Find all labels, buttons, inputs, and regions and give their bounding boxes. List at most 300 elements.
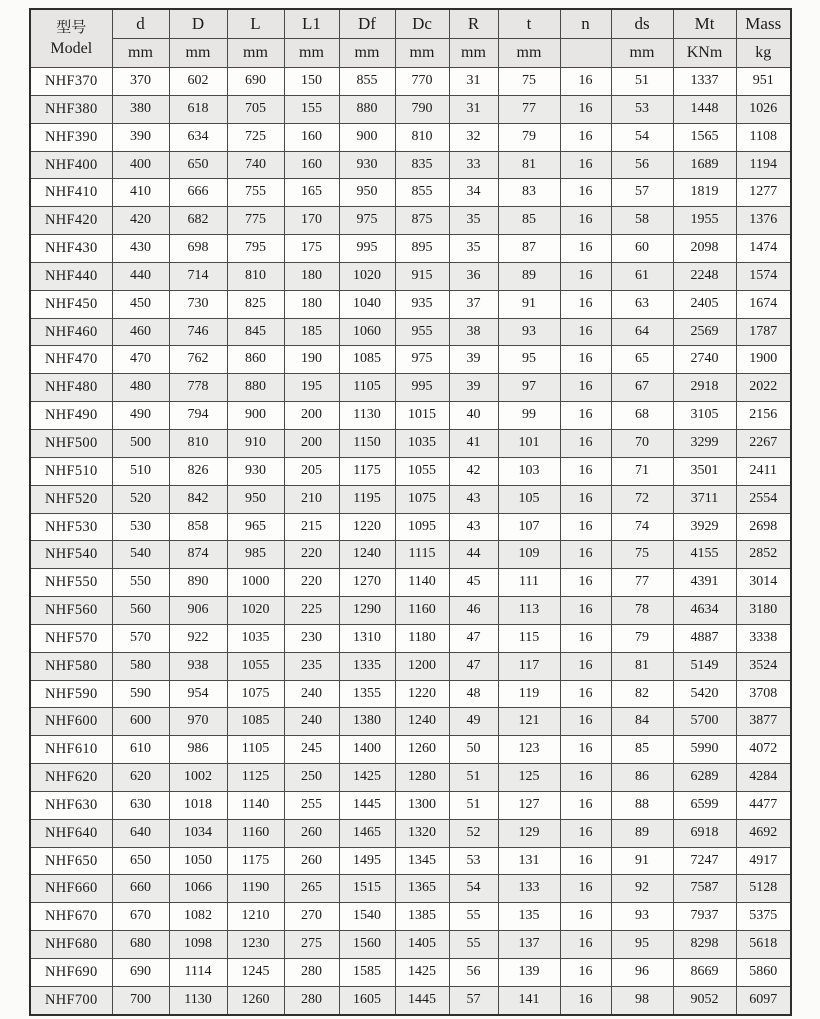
table-row [30, 819, 791, 847]
value-cell: 16 [560, 235, 611, 263]
column-header-r: R [449, 9, 498, 39]
model-cell: NHF380 [30, 95, 112, 123]
value-cell: 1066 [169, 875, 227, 903]
value-cell: 670 [112, 903, 169, 931]
value-cell: 5700 [673, 708, 736, 736]
value-cell: 31 [449, 68, 498, 96]
value-cell: 520 [112, 485, 169, 513]
value-cell: 46 [449, 597, 498, 625]
value-cell: 380 [112, 95, 169, 123]
value-cell: 746 [169, 318, 227, 346]
value-cell: 906 [169, 597, 227, 625]
value-cell: 95 [498, 346, 560, 374]
value-cell: 105 [498, 485, 560, 513]
value-cell: 1445 [395, 986, 449, 1014]
value-cell: 650 [169, 151, 227, 179]
value-cell: 3929 [673, 513, 736, 541]
value-cell: 600 [112, 708, 169, 736]
value-cell: 51 [611, 68, 673, 96]
value-cell: 6918 [673, 819, 736, 847]
value-cell: 1035 [395, 429, 449, 457]
value-cell: 1290 [339, 597, 395, 625]
value-cell: 77 [611, 569, 673, 597]
value-cell: 1245 [227, 959, 284, 987]
value-cell: 5420 [673, 680, 736, 708]
value-cell: 131 [498, 847, 560, 875]
model-cell: NHF530 [30, 513, 112, 541]
value-cell: 1376 [736, 207, 791, 235]
value-cell: 1240 [395, 708, 449, 736]
value-cell: 113 [498, 597, 560, 625]
value-cell: 1082 [169, 903, 227, 931]
value-cell: 117 [498, 652, 560, 680]
value-cell: 1465 [339, 819, 395, 847]
value-cell: 3105 [673, 402, 736, 430]
table-row [30, 541, 791, 569]
value-cell: 634 [169, 123, 227, 151]
value-cell: 16 [560, 764, 611, 792]
value-cell: 95 [611, 931, 673, 959]
value-cell: 43 [449, 513, 498, 541]
value-cell: 935 [395, 290, 449, 318]
value-cell: 16 [560, 429, 611, 457]
value-cell: 2248 [673, 262, 736, 290]
value-cell: 133 [498, 875, 560, 903]
value-cell: 93 [498, 318, 560, 346]
value-cell: 1085 [339, 346, 395, 374]
value-cell: 35 [449, 235, 498, 263]
table-row [30, 346, 791, 374]
value-cell: 38 [449, 318, 498, 346]
value-cell: 1098 [169, 931, 227, 959]
value-cell: 16 [560, 68, 611, 96]
value-cell: 200 [284, 429, 339, 457]
value-cell: 2569 [673, 318, 736, 346]
value-cell: 1674 [736, 290, 791, 318]
value-cell: 4284 [736, 764, 791, 792]
value-cell: 16 [560, 847, 611, 875]
value-cell: 84 [611, 708, 673, 736]
value-cell: 49 [449, 708, 498, 736]
value-cell: 77 [498, 95, 560, 123]
model-cell: NHF520 [30, 485, 112, 513]
table-row [30, 318, 791, 346]
value-cell: 175 [284, 235, 339, 263]
value-cell: 78 [611, 597, 673, 625]
value-cell: 986 [169, 736, 227, 764]
column-unit-l1: mm [284, 39, 339, 68]
table-row [30, 95, 791, 123]
value-cell: 1260 [227, 986, 284, 1014]
value-cell: 99 [498, 402, 560, 430]
value-cell: 16 [560, 207, 611, 235]
model-cell: NHF430 [30, 235, 112, 263]
value-cell: 1095 [395, 513, 449, 541]
value-cell: 81 [611, 652, 673, 680]
model-cell: NHF460 [30, 318, 112, 346]
value-cell: 1335 [339, 652, 395, 680]
value-cell: 1114 [169, 959, 227, 987]
value-cell: 7937 [673, 903, 736, 931]
value-cell: 280 [284, 959, 339, 987]
value-cell: 240 [284, 708, 339, 736]
column-unit-mt: KNm [673, 39, 736, 68]
value-cell: 88 [611, 791, 673, 819]
value-cell: 3877 [736, 708, 791, 736]
value-cell: 150 [284, 68, 339, 96]
column-header-d: D [169, 9, 227, 39]
column-header-mass: Mass [736, 9, 791, 39]
value-cell: 7247 [673, 847, 736, 875]
value-cell: 955 [395, 318, 449, 346]
value-cell: 1574 [736, 262, 791, 290]
value-cell: 855 [395, 179, 449, 207]
model-cell: NHF650 [30, 847, 112, 875]
value-cell: 410 [112, 179, 169, 207]
value-cell: 790 [395, 95, 449, 123]
value-cell: 950 [227, 485, 284, 513]
column-unit-df: mm [339, 39, 395, 68]
value-cell: 8298 [673, 931, 736, 959]
value-cell: 845 [227, 318, 284, 346]
value-cell: 860 [227, 346, 284, 374]
column-unit-t: mm [498, 39, 560, 68]
value-cell: 1540 [339, 903, 395, 931]
header-unit-row [30, 39, 791, 68]
value-cell: 16 [560, 569, 611, 597]
value-cell: 1020 [227, 597, 284, 625]
column-header-d: d [112, 9, 169, 39]
value-cell: 1240 [339, 541, 395, 569]
value-cell: 1230 [227, 931, 284, 959]
value-cell: 1125 [227, 764, 284, 792]
value-cell: 775 [227, 207, 284, 235]
value-cell: 32 [449, 123, 498, 151]
value-cell: 1365 [395, 875, 449, 903]
value-cell: 16 [560, 513, 611, 541]
value-cell: 1060 [339, 318, 395, 346]
value-cell: 16 [560, 179, 611, 207]
column-header-model [30, 9, 112, 68]
value-cell: 141 [498, 986, 560, 1014]
value-cell: 16 [560, 290, 611, 318]
table-row [30, 485, 791, 513]
value-cell: 75 [611, 541, 673, 569]
value-cell: 1280 [395, 764, 449, 792]
value-cell: 1020 [339, 262, 395, 290]
value-cell: 762 [169, 346, 227, 374]
value-cell: 16 [560, 541, 611, 569]
value-cell: 16 [560, 597, 611, 625]
table-row [30, 262, 791, 290]
value-cell: 71 [611, 457, 673, 485]
model-cell: NHF500 [30, 429, 112, 457]
value-cell: 119 [498, 680, 560, 708]
value-cell: 139 [498, 959, 560, 987]
table-row [30, 903, 791, 931]
value-cell: 3524 [736, 652, 791, 680]
model-cell: NHF410 [30, 179, 112, 207]
value-cell: 770 [395, 68, 449, 96]
value-cell: 70 [611, 429, 673, 457]
table-row [30, 764, 791, 792]
value-cell: 880 [339, 95, 395, 123]
value-cell: 55 [449, 903, 498, 931]
value-cell: 185 [284, 318, 339, 346]
value-cell: 93 [611, 903, 673, 931]
value-cell: 510 [112, 457, 169, 485]
table-row [30, 207, 791, 235]
value-cell: 16 [560, 151, 611, 179]
value-cell: 180 [284, 290, 339, 318]
value-cell: 235 [284, 652, 339, 680]
value-cell: 240 [284, 680, 339, 708]
value-cell: 16 [560, 736, 611, 764]
value-cell: 85 [498, 207, 560, 235]
table-row [30, 151, 791, 179]
column-unit-d: mm [169, 39, 227, 68]
value-cell: 660 [112, 875, 169, 903]
value-cell: 16 [560, 931, 611, 959]
value-cell: 950 [339, 179, 395, 207]
value-cell: 698 [169, 235, 227, 263]
value-cell: 115 [498, 624, 560, 652]
table-row [30, 597, 791, 625]
value-cell: 690 [227, 68, 284, 96]
value-cell: 1085 [227, 708, 284, 736]
value-cell: 1270 [339, 569, 395, 597]
value-cell: 825 [227, 290, 284, 318]
value-cell: 215 [284, 513, 339, 541]
value-cell: 195 [284, 374, 339, 402]
value-cell: 610 [112, 736, 169, 764]
value-cell: 1474 [736, 235, 791, 263]
value-cell: 1320 [395, 819, 449, 847]
value-cell: 1195 [339, 485, 395, 513]
value-cell: 275 [284, 931, 339, 959]
value-cell: 5990 [673, 736, 736, 764]
value-cell: 1075 [395, 485, 449, 513]
value-cell: 1787 [736, 318, 791, 346]
value-cell: 190 [284, 346, 339, 374]
column-unit-mass: kg [736, 39, 791, 68]
value-cell: 1026 [736, 95, 791, 123]
model-cell: NHF700 [30, 986, 112, 1014]
column-unit-d: mm [112, 39, 169, 68]
value-cell: 85 [611, 736, 673, 764]
value-cell: 9052 [673, 986, 736, 1014]
value-cell: 4692 [736, 819, 791, 847]
value-cell: 930 [227, 457, 284, 485]
value-cell: 3501 [673, 457, 736, 485]
table-row [30, 791, 791, 819]
value-cell: 560 [112, 597, 169, 625]
value-cell: 915 [395, 262, 449, 290]
value-cell: 400 [112, 151, 169, 179]
value-cell: 16 [560, 903, 611, 931]
value-cell: 954 [169, 680, 227, 708]
table-row [30, 123, 791, 151]
value-cell: 230 [284, 624, 339, 652]
table-row [30, 624, 791, 652]
value-cell: 970 [169, 708, 227, 736]
value-cell: 430 [112, 235, 169, 263]
model-cell: NHF640 [30, 819, 112, 847]
column-header-mt: Mt [673, 9, 736, 39]
value-cell: 995 [395, 374, 449, 402]
value-cell: 500 [112, 429, 169, 457]
value-cell: 16 [560, 95, 611, 123]
model-header-en: Model [50, 39, 93, 57]
value-cell: 2918 [673, 374, 736, 402]
value-cell: 54 [449, 875, 498, 903]
value-cell: 220 [284, 541, 339, 569]
value-cell: 1015 [395, 402, 449, 430]
value-cell: 590 [112, 680, 169, 708]
value-cell: 810 [169, 429, 227, 457]
value-cell: 390 [112, 123, 169, 151]
value-cell: 16 [560, 262, 611, 290]
value-cell: 900 [339, 123, 395, 151]
value-cell: 47 [449, 652, 498, 680]
value-cell: 82 [611, 680, 673, 708]
value-cell: 2698 [736, 513, 791, 541]
value-cell: 1210 [227, 903, 284, 931]
value-cell: 1105 [339, 374, 395, 402]
value-cell: 880 [227, 374, 284, 402]
value-cell: 938 [169, 652, 227, 680]
column-header-l1: L1 [284, 9, 339, 39]
value-cell: 39 [449, 346, 498, 374]
value-cell: 1130 [169, 986, 227, 1014]
value-cell: 620 [112, 764, 169, 792]
value-cell: 2411 [736, 457, 791, 485]
value-cell: 1515 [339, 875, 395, 903]
value-cell: 16 [560, 680, 611, 708]
value-cell: 1605 [339, 986, 395, 1014]
value-cell: 794 [169, 402, 227, 430]
value-cell: 43 [449, 485, 498, 513]
value-cell: 1689 [673, 151, 736, 179]
table-row [30, 986, 791, 1014]
value-cell: 1040 [339, 290, 395, 318]
value-cell: 45 [449, 569, 498, 597]
value-cell: 705 [227, 95, 284, 123]
value-cell: 97 [498, 374, 560, 402]
column-header-dc: Dc [395, 9, 449, 39]
value-cell: 48 [449, 680, 498, 708]
value-cell: 3299 [673, 429, 736, 457]
coupling-spec-table [29, 8, 792, 1016]
value-cell: 874 [169, 541, 227, 569]
value-cell: 1108 [736, 123, 791, 151]
value-cell: 1055 [227, 652, 284, 680]
value-cell: 5149 [673, 652, 736, 680]
value-cell: 440 [112, 262, 169, 290]
value-cell: 470 [112, 346, 169, 374]
value-cell: 1277 [736, 179, 791, 207]
value-cell: 795 [227, 235, 284, 263]
table-row [30, 235, 791, 263]
value-cell: 200 [284, 402, 339, 430]
value-cell: 280 [284, 986, 339, 1014]
value-cell: 57 [449, 986, 498, 1014]
value-cell: 1002 [169, 764, 227, 792]
column-unit-dc: mm [395, 39, 449, 68]
value-cell: 33 [449, 151, 498, 179]
value-cell: 260 [284, 847, 339, 875]
table-row [30, 513, 791, 541]
column-header-ds: ds [611, 9, 673, 39]
value-cell: 5375 [736, 903, 791, 931]
column-header-n: n [560, 9, 611, 39]
value-cell: 858 [169, 513, 227, 541]
value-cell: 875 [395, 207, 449, 235]
value-cell: 6599 [673, 791, 736, 819]
value-cell: 129 [498, 819, 560, 847]
value-cell: 56 [611, 151, 673, 179]
value-cell: 5618 [736, 931, 791, 959]
value-cell: 965 [227, 513, 284, 541]
value-cell: 1300 [395, 791, 449, 819]
value-cell: 1160 [227, 819, 284, 847]
value-cell: 618 [169, 95, 227, 123]
value-cell: 1140 [227, 791, 284, 819]
table-row [30, 875, 791, 903]
value-cell: 682 [169, 207, 227, 235]
value-cell: 1140 [395, 569, 449, 597]
value-cell: 930 [339, 151, 395, 179]
value-cell: 16 [560, 624, 611, 652]
value-cell: 86 [611, 764, 673, 792]
value-cell: 65 [611, 346, 673, 374]
value-cell: 1337 [673, 68, 736, 96]
value-cell: 4391 [673, 569, 736, 597]
table-row [30, 429, 791, 457]
value-cell: 67 [611, 374, 673, 402]
model-cell: NHF420 [30, 207, 112, 235]
table-row [30, 652, 791, 680]
table-row [30, 179, 791, 207]
value-cell: 16 [560, 374, 611, 402]
value-cell: 1220 [339, 513, 395, 541]
value-cell: 640 [112, 819, 169, 847]
value-cell: 900 [227, 402, 284, 430]
value-cell: 103 [498, 457, 560, 485]
value-cell: 50 [449, 736, 498, 764]
value-cell: 1220 [395, 680, 449, 708]
model-header-zh: 型号 [56, 19, 87, 36]
value-cell: 16 [560, 485, 611, 513]
value-cell: 450 [112, 290, 169, 318]
model-cell: NHF620 [30, 764, 112, 792]
value-cell: 35 [449, 207, 498, 235]
table-row [30, 680, 791, 708]
value-cell: 137 [498, 931, 560, 959]
value-cell: 1175 [227, 847, 284, 875]
value-cell: 125 [498, 764, 560, 792]
model-cell: NHF440 [30, 262, 112, 290]
value-cell: 64 [611, 318, 673, 346]
value-cell: 16 [560, 123, 611, 151]
column-unit-ds: mm [611, 39, 673, 68]
model-cell: NHF570 [30, 624, 112, 652]
value-cell: 2098 [673, 235, 736, 263]
column-header-l: L [227, 9, 284, 39]
model-cell: NHF490 [30, 402, 112, 430]
table-row [30, 847, 791, 875]
value-cell: 690 [112, 959, 169, 987]
